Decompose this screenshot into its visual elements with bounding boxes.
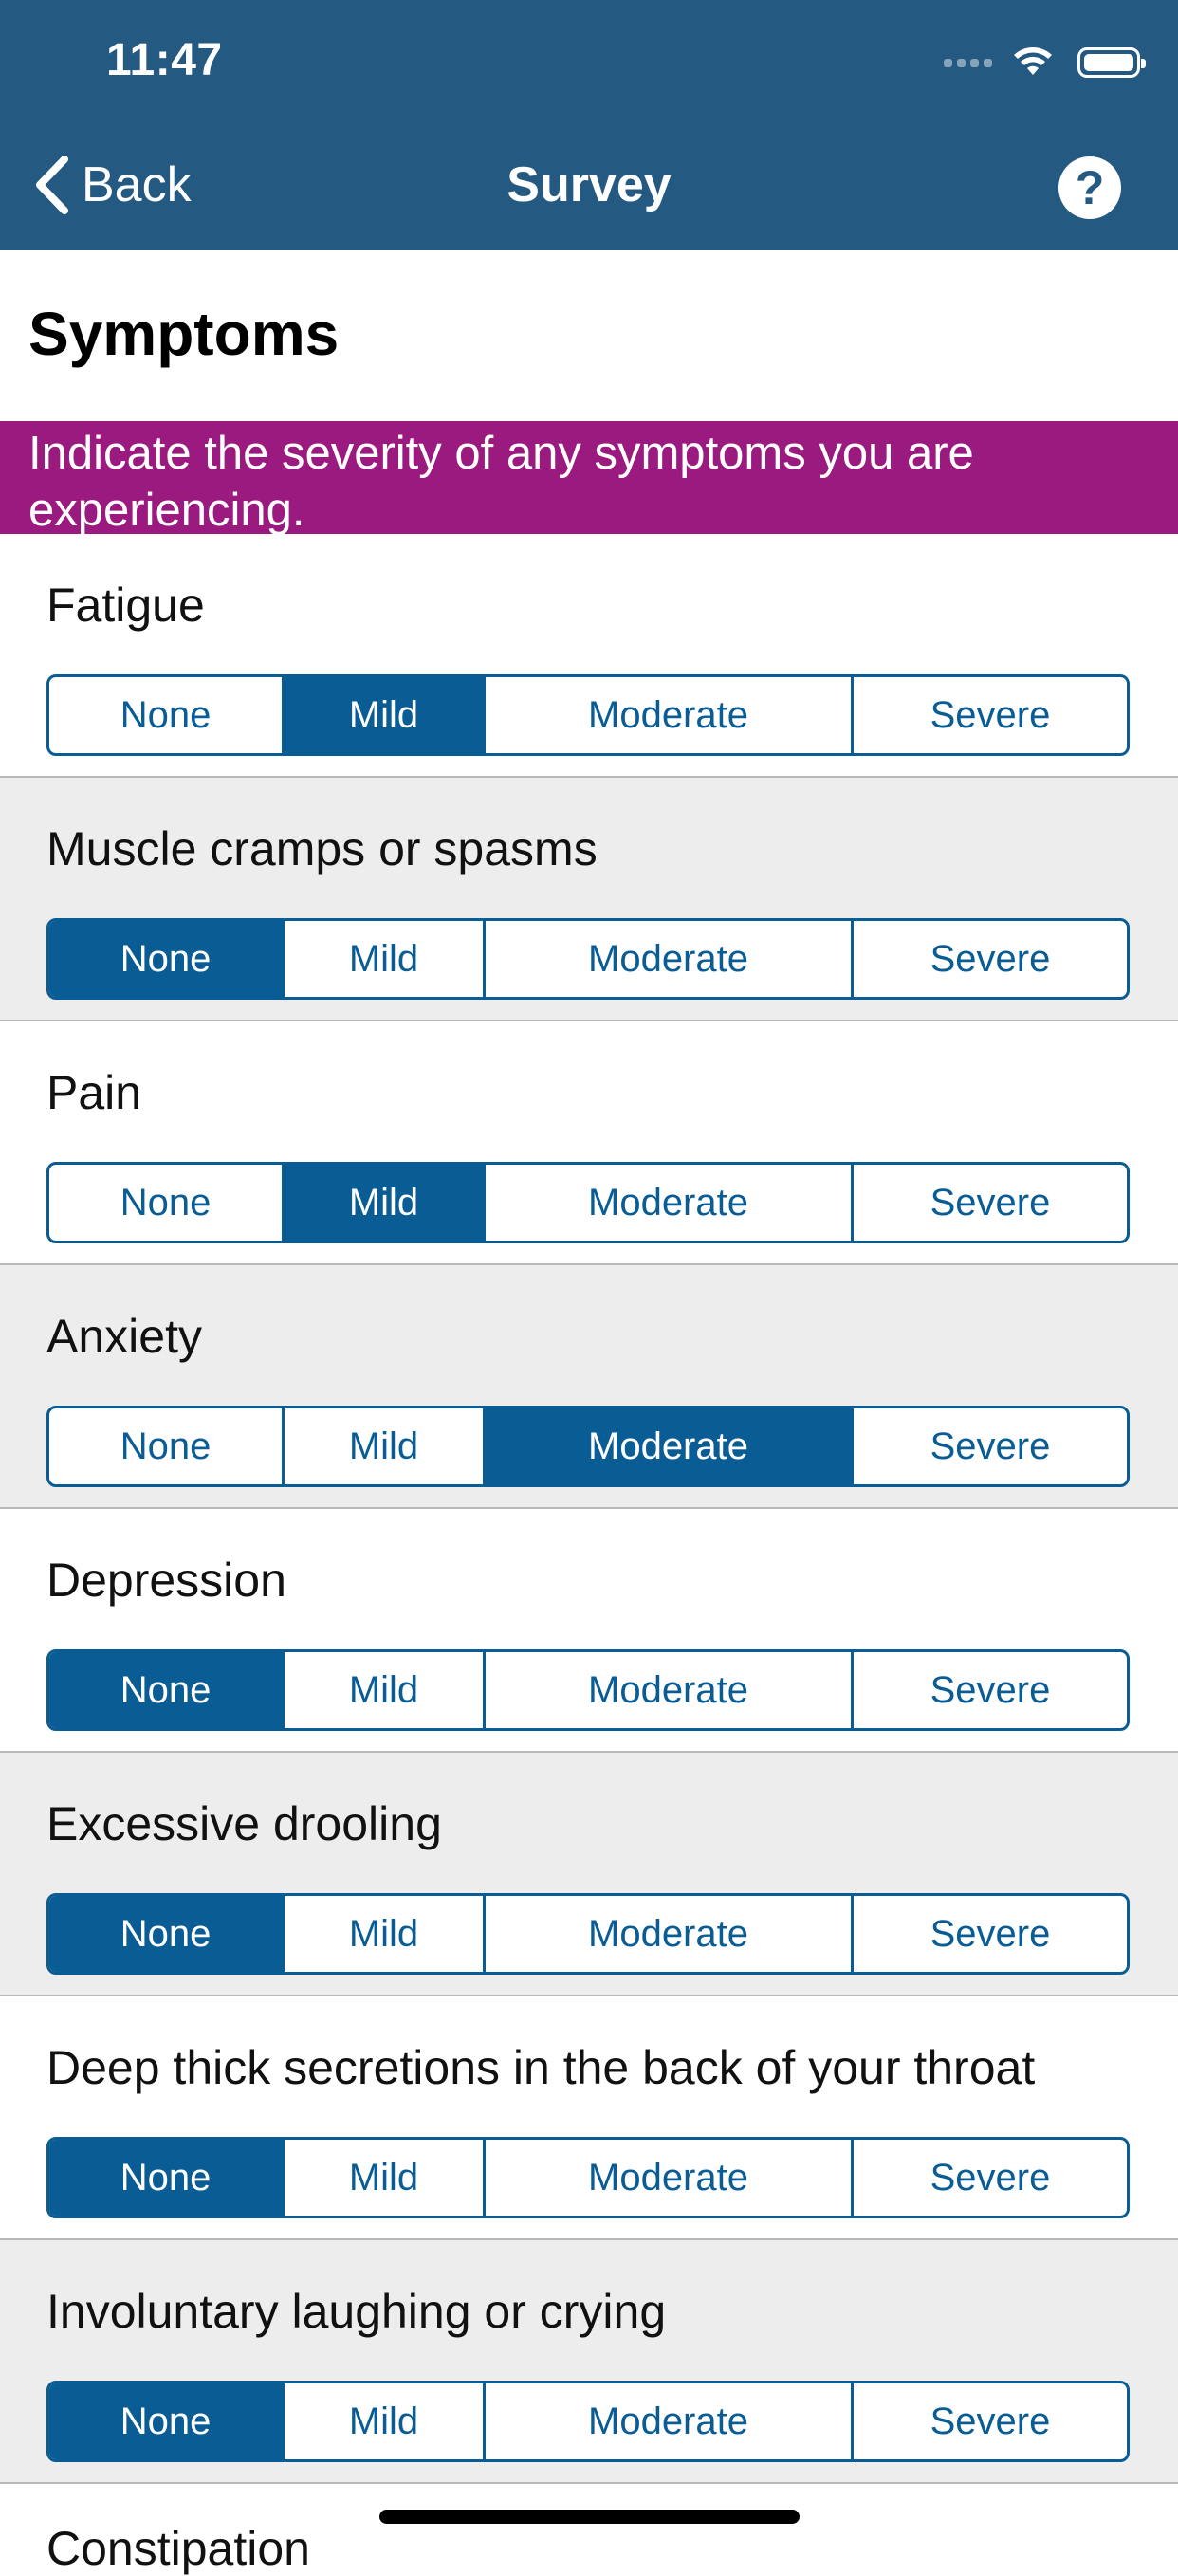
symptom-label: Depression — [46, 1554, 286, 1607]
symptom-label: Pain — [46, 1066, 142, 1119]
severity-option-none[interactable]: None — [120, 1181, 212, 1224]
severity-option-moderate[interactable]: Moderate — [483, 677, 851, 753]
wifi-icon — [1011, 46, 1055, 79]
symptom-label: Excessive drooling — [46, 1797, 442, 1850]
symptom-label: Anxiety — [46, 1310, 202, 1363]
severity-segmented-control — [46, 2381, 1130, 2462]
cellular-signal-icon — [944, 59, 992, 67]
page-title: Survey — [506, 157, 672, 212]
severity-option-severe[interactable]: Severe — [851, 1165, 1127, 1241]
severity-option-none[interactable]: None — [49, 1896, 282, 1972]
severity-option-moderate[interactable]: Moderate — [483, 2383, 851, 2459]
instruction-banner: Indicate the severity of any symptoms you are experiencing. — [0, 421, 1178, 534]
severity-segmented-control — [46, 1162, 1130, 1243]
symptom-row — [0, 1509, 1178, 1753]
severity-option-moderate[interactable]: Moderate — [483, 1408, 851, 1484]
symptom-label: Muscle cramps or spasms — [46, 822, 598, 875]
symptom-row — [0, 1265, 1178, 1509]
severity-option-mild[interactable]: Mild — [282, 1408, 483, 1484]
severity-option-mild[interactable]: Mild — [282, 1165, 483, 1241]
severity-option-severe[interactable]: Severe — [851, 1896, 1127, 1972]
symptom-row — [0, 534, 1178, 778]
symptom-row — [0, 1996, 1178, 2240]
symptom-row — [0, 1021, 1178, 1265]
symptom-row — [0, 2240, 1178, 2484]
severity-option-moderate[interactable]: Moderate — [483, 2140, 851, 2216]
symptom-label: Deep thick secretions in the back of your throat — [46, 2041, 1036, 2094]
severity-option-moderate[interactable]: Moderate — [483, 1652, 851, 1728]
severity-option-severe[interactable]: Severe — [851, 1408, 1127, 1484]
severity-segmented-control — [46, 674, 1130, 756]
severity-option-none[interactable]: None — [120, 693, 212, 736]
severity-segmented-control — [46, 1406, 1130, 1487]
severity-option-mild[interactable]: Mild — [282, 677, 483, 753]
severity-segmented-control — [46, 2137, 1130, 2218]
severity-segmented-control — [46, 918, 1130, 1000]
section-title: Symptoms — [28, 300, 340, 368]
home-indicator — [379, 2510, 800, 2524]
severity-option-moderate[interactable]: Moderate — [483, 1165, 851, 1241]
battery-icon — [1077, 47, 1140, 78]
severity-option-severe[interactable]: Severe — [851, 2383, 1127, 2459]
severity-option-none[interactable]: None — [49, 921, 282, 997]
severity-option-moderate[interactable]: Moderate — [483, 1896, 851, 1972]
severity-option-severe[interactable]: Severe — [851, 1652, 1127, 1728]
symptom-label: Fatigue — [46, 579, 205, 632]
severity-option-none[interactable]: None — [49, 1652, 282, 1728]
help-button[interactable]: ? — [1058, 156, 1121, 219]
symptom-label: Involuntary laughing or crying — [46, 2285, 667, 2338]
severity-segmented-control — [46, 1893, 1130, 1975]
severity-option-moderate[interactable]: Moderate — [483, 921, 851, 997]
severity-option-mild[interactable]: Mild — [282, 2383, 483, 2459]
back-label: Back — [82, 157, 192, 212]
severity-option-none[interactable]: None — [120, 1425, 212, 1467]
symptom-row — [0, 778, 1178, 1021]
severity-option-mild[interactable]: Mild — [282, 1652, 483, 1728]
severity-option-severe[interactable]: Severe — [851, 2140, 1127, 2216]
symptom-row — [0, 1753, 1178, 1996]
status-time: 11:47 — [106, 35, 223, 85]
symptom-list — [0, 534, 1178, 2484]
severity-option-severe[interactable]: Severe — [851, 677, 1127, 753]
navigation-header — [0, 0, 1178, 250]
severity-option-severe[interactable]: Severe — [851, 921, 1127, 997]
severity-option-mild[interactable]: Mild — [282, 921, 483, 997]
severity-option-none[interactable]: None — [49, 2140, 282, 2216]
severity-segmented-control — [46, 1649, 1130, 1731]
severity-option-none[interactable]: None — [49, 2383, 282, 2459]
status-icons — [944, 42, 1140, 83]
severity-option-mild[interactable]: Mild — [282, 1896, 483, 1972]
severity-option-mild[interactable]: Mild — [282, 2140, 483, 2216]
partial-symptom-label: Constipation — [46, 2522, 310, 2575]
